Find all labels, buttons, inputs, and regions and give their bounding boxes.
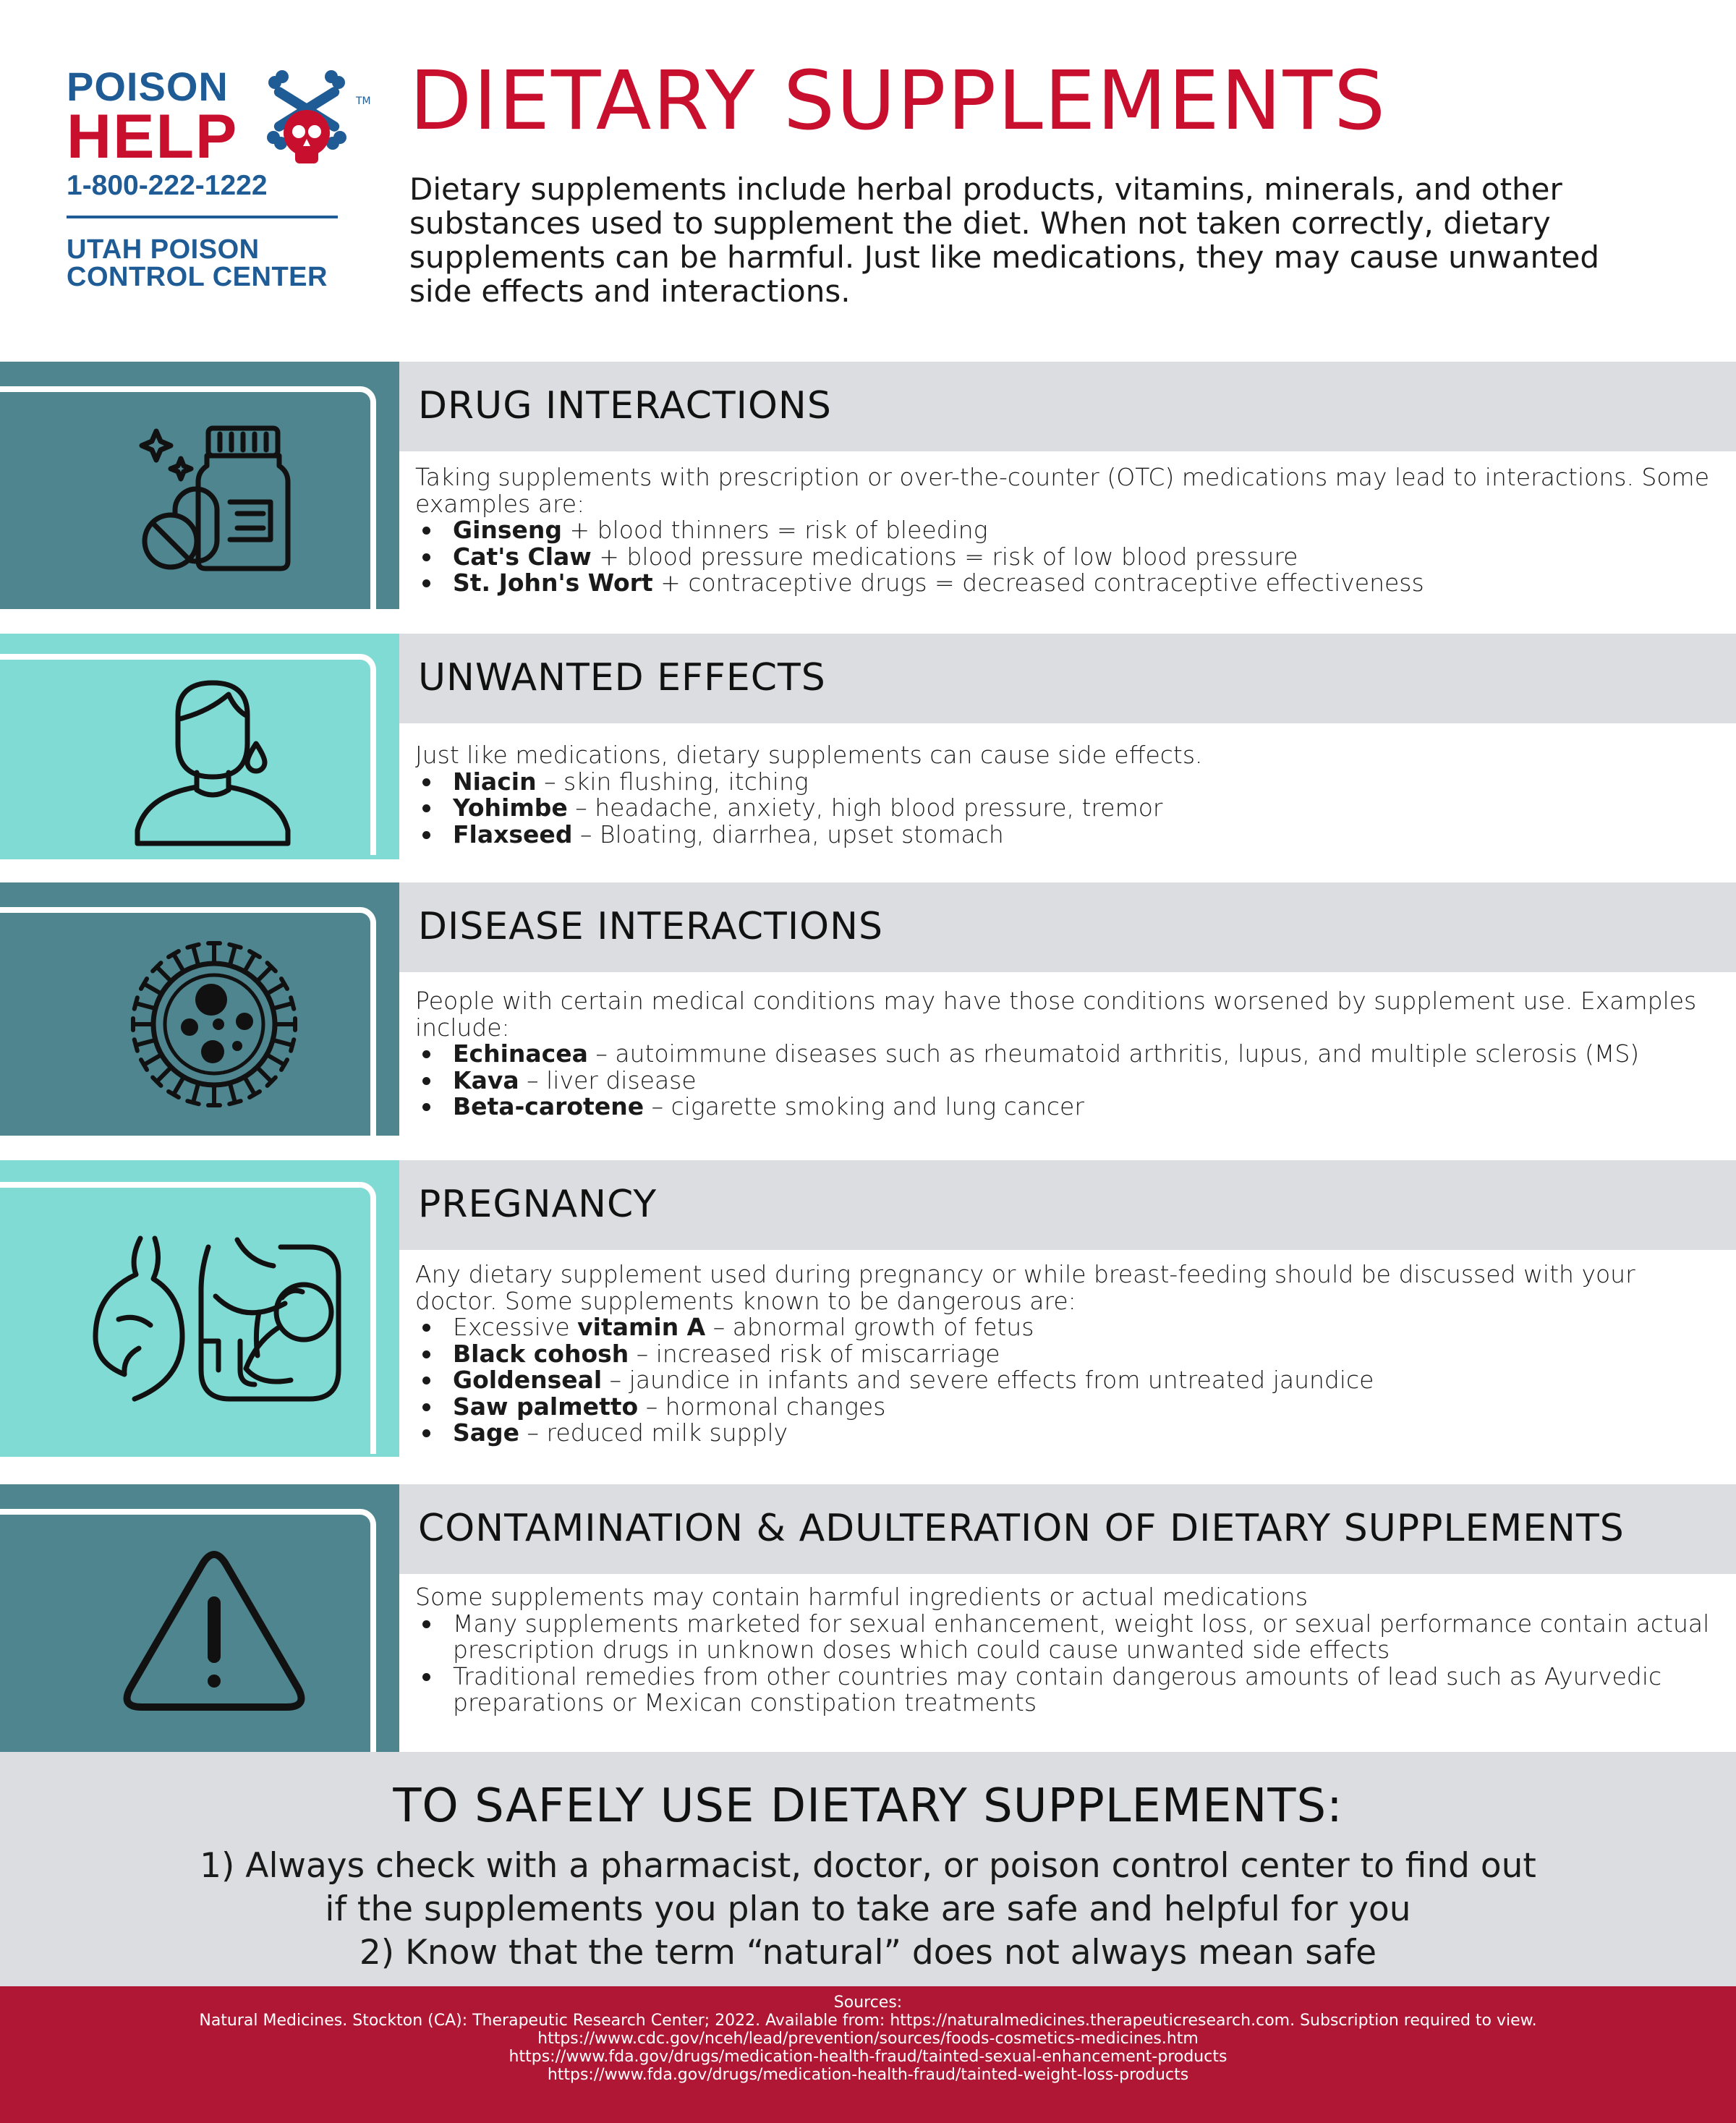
list-item <box>415 1367 1717 1394</box>
virus-icon <box>120 930 308 1118</box>
virus-spike-cap <box>291 1039 294 1050</box>
item-name: Kava <box>453 1065 519 1094</box>
section-intro: Some supplements may contain harmful ingredients or actual medications <box>415 1583 1309 1611</box>
logo-poison-text: POISON <box>67 64 229 109</box>
list-item <box>415 1065 1717 1094</box>
source-link[interactable]: https://www.fda.gov/drugs/medication-health-fraud/tainted-sexual-enhancement-products <box>509 2048 1227 2066</box>
item-name: Yohimbe <box>453 794 568 822</box>
section-body <box>415 742 1717 848</box>
list-item <box>415 1341 1717 1368</box>
section-header <box>399 1160 1736 1250</box>
item-name: Black cohosh <box>453 1339 629 1368</box>
bullet-list <box>415 1314 1717 1447</box>
item-name: Cat's Claw <box>453 542 592 571</box>
list-item <box>415 570 1717 597</box>
list-item <box>415 822 1717 848</box>
virus-spike <box>174 954 184 971</box>
virus-spike-cap <box>135 1039 137 1050</box>
item-name: vitamin A <box>577 1313 706 1341</box>
section-contamination <box>0 1484 1736 1752</box>
item-name: Beta-carotene <box>453 1092 644 1120</box>
section-intro: Taking supplements with prescription or over-the-counter (OTC) medications may lead to interactions. Some examples are: <box>415 463 1710 518</box>
virus-spike <box>273 1003 292 1008</box>
virus-spike <box>273 1040 292 1045</box>
list-item <box>415 1314 1717 1341</box>
intro-paragraph: Dietary supplements include herbal products, vitamins, minerals, and other substances used to supplement the diet. When not taken correctly, dietary supplements can be harmful. Just like medications, they may cause unwanted side effects and interactions. <box>409 171 1600 309</box>
icon-panel <box>0 634 399 859</box>
safety-heading: TO SAFELY USE DIETARY SUPPLEMENTS: <box>393 1779 1343 1833</box>
safety-tip-line: 1) Always check with a pharmacist, doctor, or poison control center to find out <box>200 1846 1536 1886</box>
icon-panel <box>0 1160 399 1457</box>
section-drug-interactions <box>0 362 1736 609</box>
source-link[interactable]: https://www.fda.gov/drugs/medication-health-fraud/tainted-weight-loss-products <box>547 2066 1189 2084</box>
virus-spike <box>144 1055 161 1065</box>
virus-spike <box>136 1003 156 1008</box>
section-pregnancy <box>0 1160 1736 1457</box>
list-item <box>415 1041 1717 1068</box>
bullet-list <box>415 769 1717 848</box>
bullet-list <box>415 1611 1717 1716</box>
virus-spike <box>244 1077 255 1094</box>
list-item <box>415 517 1717 544</box>
section-body <box>415 464 1717 597</box>
section-header <box>399 1484 1736 1574</box>
logo-phone-number[interactable]: 1-800-222-1222 <box>67 170 268 201</box>
section-body <box>415 988 1717 1120</box>
logo-help-text: HELP <box>67 102 239 171</box>
sources-label: Sources: <box>833 1994 903 2012</box>
list-item <box>415 1394 1717 1421</box>
list-item <box>415 1094 1717 1120</box>
sweating-person-icon <box>122 678 302 846</box>
safety-tip-line: if the supplements you plan to take are safe and helpful for you <box>325 1889 1411 1929</box>
source-link[interactable]: https://www.cdc.gov/nceh/lead/prevention/sources/foods-cosmetics-medicines.htm <box>537 2030 1199 2048</box>
list-item <box>415 544 1717 571</box>
item-detail: + contraceptive drugs = decreased contraceptive effectiveness <box>652 569 1424 597</box>
safety-tips-panel <box>0 1752 1736 1986</box>
section-title: PREGNANCY <box>418 1183 658 1226</box>
section-title: UNWANTED EFFECTS <box>418 656 826 699</box>
source-citation: Natural Medicines. Stockton (CA): Therapeutic Research Center; 2022. Available from: https://naturalmedicines.therapeuticresearch.com. Subscription required to view. <box>199 2012 1537 2030</box>
item-detail: – headache, anxiety, high blood pressure, tremor <box>567 794 1163 822</box>
item-detail: Traditional remedies from other countries may contain dangerous amounts of lead such as Ayurvedic preparations or Mexican constipation treatments <box>453 1662 1662 1716</box>
pregnancy-breastfeeding-icon <box>93 1233 367 1406</box>
item-prefix: Excessive <box>453 1313 578 1341</box>
item-name: Niacin <box>453 767 537 796</box>
item-name: Flaxseed <box>453 820 573 848</box>
item-detail: – abnormal growth of fetus <box>705 1313 1034 1341</box>
poison-help-logo <box>67 64 371 292</box>
virus-spike <box>157 1067 171 1081</box>
item-name: Echinacea <box>453 1039 588 1068</box>
list-item <box>415 795 1717 822</box>
virus-spike <box>230 1083 235 1102</box>
virus-spike-cap <box>229 945 240 948</box>
skull-crossbones-icon <box>263 67 350 175</box>
item-detail: Many supplements marketed for sexual enhancement, weight loss, or sexual performance contain actual prescription drugs in unknown doses which could cause unwanted side effects <box>453 1609 1710 1664</box>
logo-divider <box>67 216 338 218</box>
list-item <box>415 1611 1717 1664</box>
bullet-list <box>415 517 1717 597</box>
list-item <box>415 1664 1717 1716</box>
item-name: Ginseng <box>453 516 563 544</box>
section-disease-interactions <box>0 882 1736 1136</box>
section-unwanted-effects <box>0 634 1736 859</box>
virus-spike-cap <box>187 945 198 948</box>
icon-panel <box>0 1484 399 1752</box>
section-header <box>399 882 1736 972</box>
section-body <box>415 1262 1717 1447</box>
item-detail: – increased risk of miscarriage <box>629 1339 1000 1368</box>
warning-triangle-icon <box>122 1551 307 1714</box>
virus-spike <box>257 1067 271 1081</box>
logo-org-line2: CONTROL CENTER <box>67 262 328 292</box>
section-intro: People with certain medical conditions may have those conditions worsened by supplement use. Examples include: <box>415 987 1697 1042</box>
virus-spike <box>157 967 171 982</box>
item-detail: – cigarette smoking and lung cancer <box>644 1092 1084 1120</box>
item-name: Goldenseal <box>453 1366 603 1394</box>
safety-tip-line: 2) Know that the term “natural” does not always mean safe <box>359 1933 1377 1973</box>
item-detail: + blood thinners = risk of bleeding <box>562 516 988 544</box>
virus-spike <box>244 954 255 971</box>
item-name: Sage <box>453 1418 520 1447</box>
item-detail: – liver disease <box>519 1065 697 1094</box>
virus-spike-cap <box>135 997 137 1008</box>
item-detail: – Bloating, diarrhea, upset stomach <box>572 820 1004 848</box>
virus-spike <box>267 1055 284 1065</box>
icon-panel <box>0 362 399 609</box>
list-item <box>415 1420 1717 1447</box>
section-title: DRUG INTERACTIONS <box>418 384 832 427</box>
section-body <box>415 1584 1717 1716</box>
list-item <box>415 769 1717 796</box>
virus-spike <box>144 984 161 994</box>
icon-panel <box>0 882 399 1136</box>
logo-trademark: TM <box>356 95 371 107</box>
virus-spike <box>257 967 271 982</box>
virus-spike <box>136 1040 156 1045</box>
virus-spike <box>267 984 284 994</box>
section-title: CONTAMINATION & ADULTERATION OF DIETARY SUPPLEMENTS <box>418 1507 1625 1550</box>
section-title: DISEASE INTERACTIONS <box>418 905 883 948</box>
item-detail: – skin flushing, itching <box>536 767 809 796</box>
item-detail: – hormonal changes <box>638 1392 886 1421</box>
item-name: St. John's Wort <box>453 569 653 597</box>
sources-footer <box>0 1986 1736 2123</box>
item-detail: – autoimmune diseases such as rheumatoid arthritis, lupus, and multiple sclerosis (MS) <box>587 1039 1640 1068</box>
virus-spike <box>193 1083 198 1102</box>
virus-spike <box>174 1077 184 1094</box>
virus-spike <box>193 946 198 966</box>
virus-spike-cap <box>229 1101 240 1104</box>
virus-spike-cap <box>291 997 294 1008</box>
section-header <box>399 634 1736 723</box>
item-detail: – reduced milk supply <box>519 1418 788 1447</box>
pill-bottle-icon <box>136 422 295 574</box>
item-name: Saw palmetto <box>453 1392 639 1421</box>
logo-org-line1: UTAH POISON <box>67 234 260 265</box>
virus-spike-cap <box>187 1101 198 1104</box>
item-detail: – jaundice in infants and severe effects from untreated jaundice <box>602 1366 1374 1394</box>
section-intro: Just like medications, dietary supplements can cause side effects. <box>415 741 1203 769</box>
bullet-list <box>415 1041 1717 1120</box>
page-title: DIETARY SUPPLEMENTS <box>409 54 1387 148</box>
item-detail: + blood pressure medications = risk of low blood pressure <box>591 542 1298 571</box>
virus-spike <box>230 946 235 966</box>
section-header <box>399 362 1736 451</box>
section-intro: Any dietary supplement used during pregnancy or while breast-feeding should be discussed with your doctor. Some supplements known to be dangerous are: <box>415 1260 1635 1315</box>
